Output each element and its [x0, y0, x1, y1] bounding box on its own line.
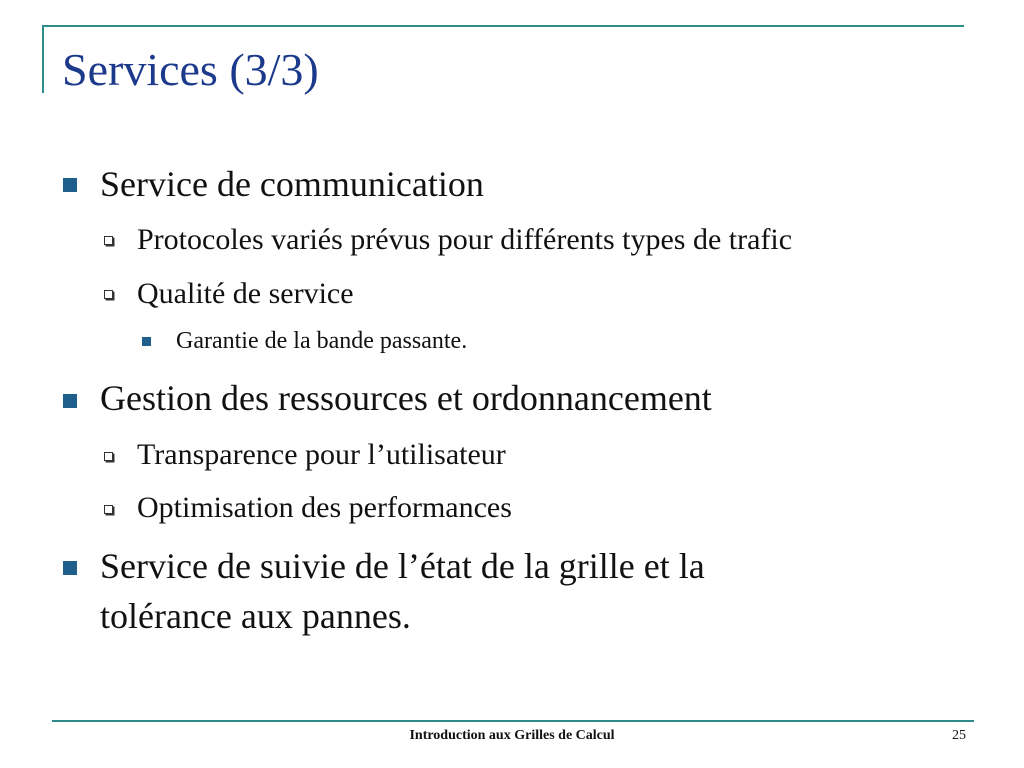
hollow-square-icon: [104, 290, 113, 299]
filled-square-icon: [142, 337, 151, 346]
bullet-1-2-1-text: Garantie de la bande passante.: [176, 328, 468, 354]
footer-divider: [52, 720, 974, 722]
hollow-square-icon: [104, 236, 113, 245]
filled-square-icon: [63, 178, 77, 192]
filled-square-icon: [63, 561, 77, 575]
slide-title: Services (3/3): [62, 44, 319, 95]
bullet-2-text: Gestion des ressources et ordonnancement: [100, 378, 712, 418]
bullet-1-text: Service de communication: [100, 164, 484, 204]
hollow-square-icon: [104, 452, 113, 461]
page-number: 25: [952, 728, 966, 743]
bullet-1-2-text: Qualité de service: [137, 277, 354, 310]
bullet-3-text-line1: Service de suivie de l’état de la grille et la: [100, 546, 705, 586]
bullet-2-1-text: Transparence pour l’utilisateur: [137, 438, 506, 471]
bullet-2-2-text: Optimisation des performances: [137, 491, 512, 524]
footer-title: Introduction aux Grilles de Calcul: [409, 728, 615, 743]
bullet-1-1-text: Protocoles variés prévus pour différents types de trafic: [137, 223, 793, 256]
bullet-3-text-line2: tolérance aux pannes.: [100, 596, 411, 636]
filled-square-icon: [63, 394, 77, 408]
hollow-square-icon: [104, 505, 113, 514]
